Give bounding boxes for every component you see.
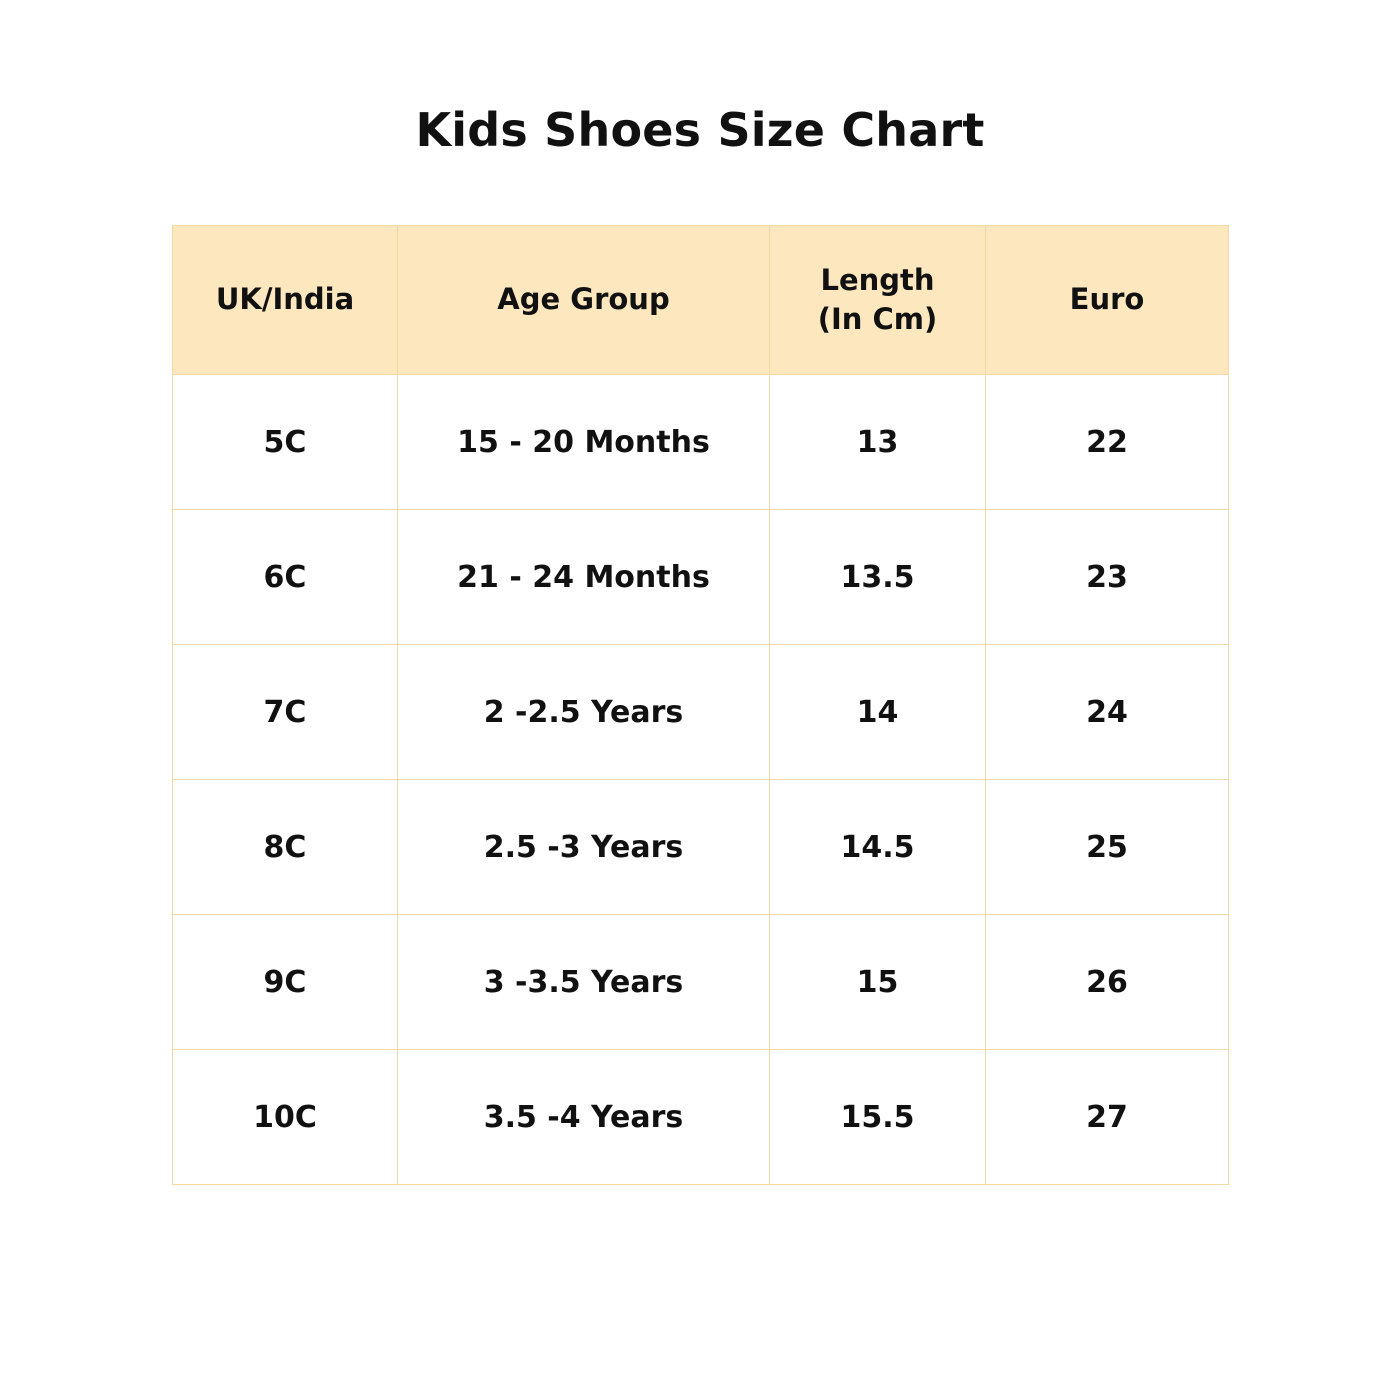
column-header-length-line2: (In Cm) bbox=[817, 302, 938, 336]
cell-age-group: 21 - 24 Months bbox=[398, 510, 770, 645]
cell-euro: 22 bbox=[986, 375, 1229, 510]
cell-euro: 25 bbox=[986, 780, 1229, 915]
cell-length: 15 bbox=[770, 915, 986, 1050]
cell-age-group: 3.5 -4 Years bbox=[398, 1050, 770, 1185]
cell-age-group: 2.5 -3 Years bbox=[398, 780, 770, 915]
table-row bbox=[173, 1050, 1229, 1185]
table-row bbox=[173, 780, 1229, 915]
cell-length: 14 bbox=[770, 645, 986, 780]
cell-length: 13 bbox=[770, 375, 986, 510]
cell-length: 13.5 bbox=[770, 510, 986, 645]
cell-euro: 23 bbox=[986, 510, 1229, 645]
cell-uk-india: 5C bbox=[173, 375, 398, 510]
cell-uk-india: 7C bbox=[173, 645, 398, 780]
cell-uk-india: 6C bbox=[173, 510, 398, 645]
cell-length: 14.5 bbox=[770, 780, 986, 915]
cell-uk-india: 8C bbox=[173, 780, 398, 915]
size-chart-table-wrapper bbox=[172, 225, 1228, 1185]
column-header-age-group: Age Group bbox=[398, 226, 770, 375]
column-header-length bbox=[770, 226, 986, 375]
table-row bbox=[173, 915, 1229, 1050]
table-body bbox=[173, 375, 1229, 1185]
column-header-uk-india: UK/India bbox=[173, 226, 398, 375]
cell-age-group: 3 -3.5 Years bbox=[398, 915, 770, 1050]
table-row bbox=[173, 645, 1229, 780]
table-header bbox=[173, 226, 1229, 375]
table-row bbox=[173, 510, 1229, 645]
cell-euro: 26 bbox=[986, 915, 1229, 1050]
column-header-euro: Euro bbox=[986, 226, 1229, 375]
size-chart-table bbox=[172, 225, 1229, 1185]
cell-age-group: 15 - 20 Months bbox=[398, 375, 770, 510]
table-row bbox=[173, 375, 1229, 510]
header-row bbox=[173, 226, 1229, 375]
cell-age-group: 2 -2.5 Years bbox=[398, 645, 770, 780]
cell-uk-india: 9C bbox=[173, 915, 398, 1050]
column-header-length-line1: Length bbox=[820, 262, 935, 297]
cell-euro: 24 bbox=[986, 645, 1229, 780]
cell-uk-india: 10C bbox=[173, 1050, 398, 1185]
page-title: Kids Shoes Size Chart bbox=[415, 103, 985, 157]
cell-length: 15.5 bbox=[770, 1050, 986, 1185]
cell-euro: 27 bbox=[986, 1050, 1229, 1185]
